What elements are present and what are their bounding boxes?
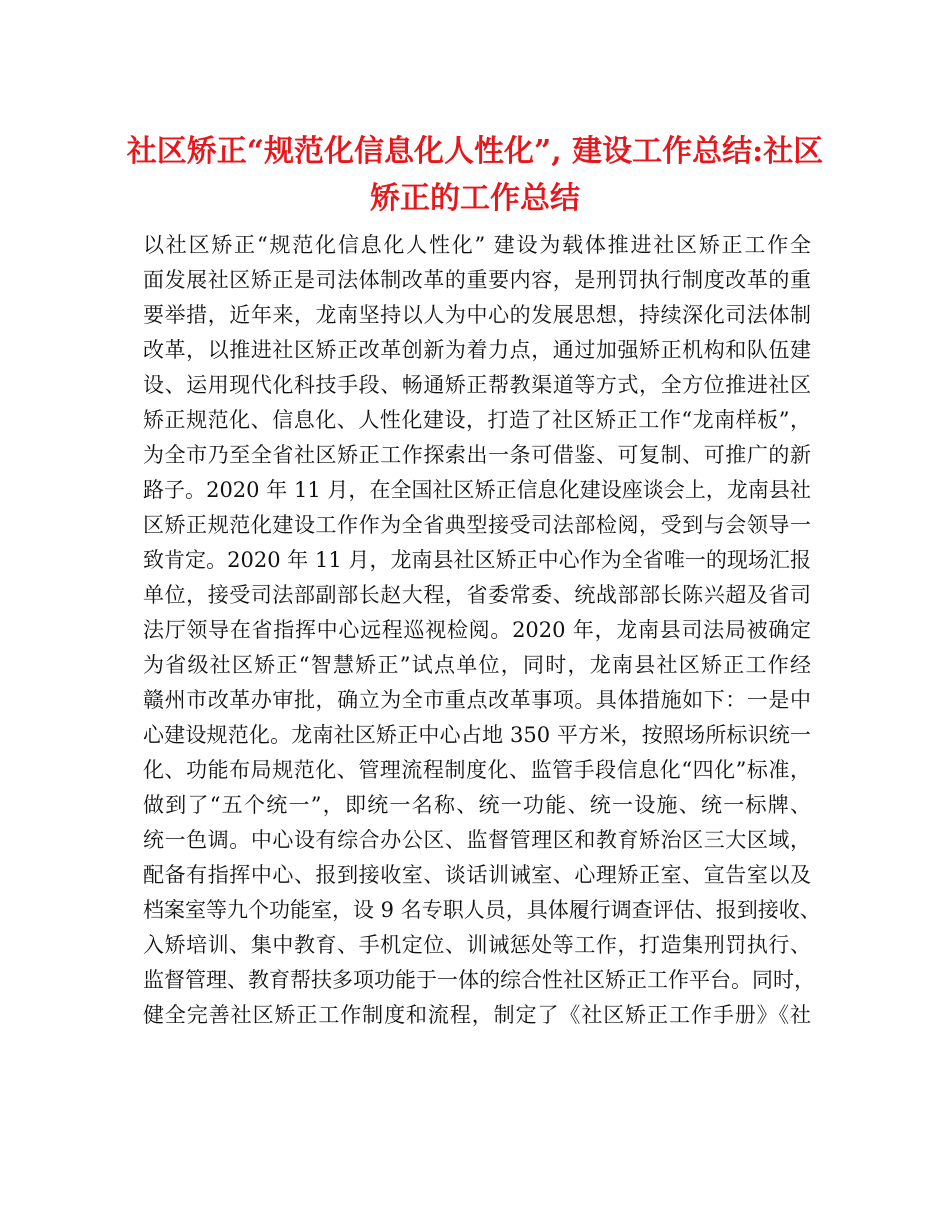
body-line: 路子。2020 年 11 月，在全国社区矫正信息化建设座谈会上，龙南县社 bbox=[143, 478, 811, 502]
body-line: 赣州市改革办审批，确立为全市重点改革事项。具体措施如下：一是中 bbox=[143, 688, 811, 712]
body-line: 配备有指挥中心、报到接收室、谈话训诫室、心理矫正室、宣告室以及 bbox=[143, 863, 811, 887]
body-line: 改革，以推进社区矫正改革创新为着力点，通过加强矫正机构和队伍建 bbox=[143, 338, 811, 362]
title-line: 矫正的工作总结 bbox=[370, 181, 580, 216]
body-line: 监督管理、教育帮扶多项功能于一体的综合性社区矫正工作平台。同时， bbox=[143, 968, 815, 992]
body-line: 要举措，近年来，龙南坚持以人为中心的发展思想，持续深化司法体制 bbox=[143, 303, 811, 327]
document-body bbox=[143, 228, 821, 1033]
body-line: 区矫正规范化建设工作作为全省典型接受司法部检阅，受到与会领导一 bbox=[143, 513, 811, 537]
body-line: 面发展社区矫正是司法体制改革的重要内容，是刑罚执行制度改革的重 bbox=[143, 268, 811, 292]
body-line: 健全完善社区矫正工作制度和流程，制定了《社区矫正工作手册》《社 bbox=[143, 1003, 811, 1027]
document-title bbox=[120, 128, 830, 222]
body-line: 设、运用现代化科技手段、畅通矫正帮教渠道等方式，全方位推进社区 bbox=[143, 373, 811, 397]
body-line: 单位，接受司法部副部长赵大程，省委常委、统战部部长陈兴超及省司 bbox=[143, 583, 811, 607]
body-line: 入矫培训、集中教育、手机定位、训诫惩处等工作，打造集刑罚执行、 bbox=[143, 933, 811, 957]
body-line: 心建设规范化。龙南社区矫正中心占地 350 平方米，按照场所标识统一 bbox=[143, 723, 811, 747]
title-line: 社区矫正“规范化信息化人性化”, 建设工作总结:社区 bbox=[126, 134, 824, 169]
body-line: 为全市乃至全省社区矫正工作探索出一条可借鉴、可复制、可推广的新 bbox=[143, 443, 811, 467]
body-line: 矫正规范化、信息化、人性化建设，打造了社区矫正工作“龙南样板”， bbox=[143, 408, 811, 432]
body-line: 法厅领导在省指挥中心远程巡视检阅。2020 年，龙南县司法局被确定 bbox=[143, 618, 811, 642]
body-line: 为省级社区矫正“智慧矫正”试点单位，同时，龙南县社区矫正工作经 bbox=[143, 653, 811, 677]
body-line: 以社区矫正“规范化信息化人性化” 建设为载体推进社区矫正工作全 bbox=[143, 233, 811, 257]
body-line: 致肯定。2020 年 11 月，龙南县社区矫正中心作为全省唯一的现场汇报 bbox=[143, 548, 811, 572]
body-line: 化、功能布局规范化、管理流程制度化、监管手段信息化“四化”标准， bbox=[143, 758, 811, 782]
body-line: 档案室等九个功能室，设 9 名专职人员，具体履行调查评估、报到接收、 bbox=[143, 898, 821, 922]
body-line: 做到了“五个统一”，即统一名称、统一功能、统一设施、统一标牌、 bbox=[143, 793, 811, 817]
body-line: 统一色调。中心设有综合办公区、监督管理区和教育矫治区三大区域， bbox=[143, 828, 811, 852]
